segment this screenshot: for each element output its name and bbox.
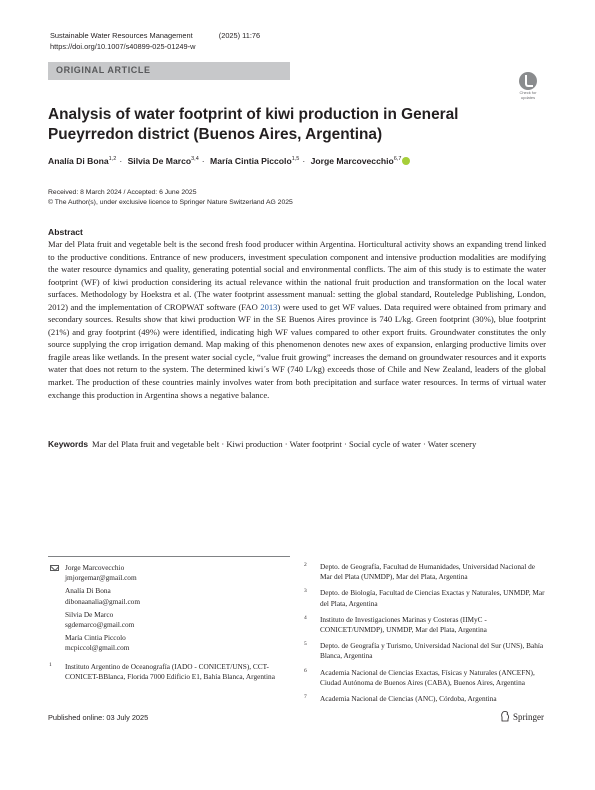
check-for-updates-badge[interactable] — [513, 72, 543, 102]
check-updates-line1: Check for — [519, 90, 537, 95]
abstract-body — [48, 238, 546, 401]
copyright-line: © The Author(s), under exclusive licence to Springer Nature Switzerland AG 2025 — [48, 199, 293, 206]
article-title: Analysis of water footprint of kiwi production in General Pueyrredon district (Buenos Aires, Argentina) — [48, 106, 459, 143]
affiliation-text: Depto. de Geografía, Facultad de Humanidades, Universidad Nacional de Mar del Plata (UNMDP), Mar del Plata, Argentina — [320, 562, 535, 582]
author-name[interactable]: Silvia De Marco — [127, 156, 192, 166]
contact-name: Analía Di Bona — [65, 586, 111, 596]
contact-entry — [48, 586, 293, 606]
article-type-label: ORIGINAL ARTICLE — [56, 65, 151, 75]
abstract-text: Mar del Plata fruit and vegetable belt is the second fresh food producer within Argentina. Horticultural activity shows an expanding trend linked to the productive conditions. Entrance of new producers, investment speculation component and intensive production modalities are modifying the water resource dynamics and quality, generating potential social and environmental conflicts. The aim of this study is to estimate the water footprint (WF) of kiwi production considering its actual relevance within the national fruit production and transformation on the local water surfaces. Methodology by Hoekstra et al. (The water footprint assessment manual: setting the global standard, Routeledge Publishing, London, 2012) and the implementation of CROPWAT software (FAO — [48, 239, 546, 312]
contact-email[interactable]: mcpiccol@gmail.com — [65, 643, 130, 653]
affiliation-item — [303, 588, 548, 608]
citation-link[interactable]: 2013 — [260, 301, 278, 312]
keywords-label: Keywords — [48, 439, 89, 449]
affiliation-item — [303, 641, 548, 661]
contact-entry — [48, 633, 293, 653]
published-date: Published online: 03 July 2025 — [48, 713, 149, 722]
author-list: Analía Di Bona$^{1,2}$ · Silvia De Marco$^{3,4}$ · María Cintia Piccolo$^{1,5}$ · Jorge Marcovecchio$^{6,7}$ — [48, 156, 410, 166]
contact-email[interactable]: dibonaanalia@gmail.com — [65, 596, 141, 606]
contact-name: Silvia De Marco — [65, 609, 114, 619]
affiliation-text: Academia Nacional de Ciencias Exactas, Físicas y Naturales (ANCEFN), Ciudad Autónoma de Buenos Aires (CABA), Buenos Aires, Argentina — [320, 667, 535, 687]
affiliation-text: Depto. de Geografía y Turismo, Universidad Nacional del Sur (UNS), Bahía Blanca, Argentina — [320, 641, 544, 661]
contact-email[interactable]: jmjorgemar@gmail.com — [65, 573, 137, 583]
author-name[interactable]: María Cintia Piccolo — [210, 156, 292, 166]
author-aff: 1,5 — [291, 156, 300, 162]
affiliation-item — [48, 662, 293, 682]
author-aff: 6,7 — [393, 156, 402, 162]
author-aff: 3,4 — [191, 156, 199, 162]
article-type-band — [48, 62, 290, 80]
affiliation-item — [303, 562, 548, 582]
affiliation-text: Instituto Argentino de Oceanografía (IADO - CONICET/UNS), CCT- CONICET-BBlanca, Florida 7000 Edificio E1, Bahía Blanca, Argentina — [65, 661, 275, 681]
affiliation-item — [303, 668, 548, 688]
issue-info: (2025) 11:76 — [218, 31, 261, 40]
affiliation-text: Depto. de Biología, Facultad de Ciencias Exactas y Naturales, UNMDP, Mar del Plata, Argentina — [320, 588, 545, 608]
check-updates-icon — [519, 72, 537, 90]
envelope-icon — [50, 565, 59, 571]
journal-name: Sustainable Water Resources Management — [50, 31, 193, 40]
author-name[interactable]: Jorge Marcovecchio — [310, 156, 394, 166]
received-accepted: Received: 8 March 2024 / Accepted: 6 June 2025 — [48, 189, 197, 196]
author-name[interactable]: Analía Di Bona — [48, 156, 109, 166]
affiliation-text: Academia Nacional de Ciencias (ANC), Córdoba, Argentina — [320, 694, 497, 704]
affiliation-number: 4 — [304, 614, 307, 621]
contact-entry — [48, 563, 293, 583]
affiliation-text: Instituto de Investigaciones Marinas y Costeras (IIMyC - CONICET/UNMDP), UNMDP, Mar del Plata, Argentina — [320, 614, 487, 635]
article-dates — [48, 188, 293, 208]
affiliation-number: 2 — [304, 562, 307, 568]
affiliation-number: 3 — [304, 588, 307, 595]
affiliation-number: 7 — [304, 694, 307, 701]
affiliation-number: 6 — [304, 667, 307, 674]
author-aff: 1,2 — [108, 156, 117, 162]
affiliation-item — [303, 615, 548, 635]
contact-name: Jorge Marcovecchio — [65, 563, 125, 572]
keywords-text: Mar del Plata fruit and vegetable belt · Kiwi production · Water footprint · Social cycle of water · Water scenery — [92, 439, 477, 449]
running-header — [50, 31, 260, 52]
check-updates-line2: updates — [520, 94, 536, 100]
affiliation-list — [303, 562, 548, 710]
springer-horse-icon — [500, 711, 510, 722]
contact-email[interactable]: sgdemarco@gmail.com — [65, 620, 135, 630]
publisher-name: Springer — [513, 711, 544, 722]
orcid-icon[interactable] — [402, 157, 410, 165]
abstract-text: ) were used to get WF values. Data required were obtained from primary and secondary sources. Results show that kiwi production WF in the SE Buenos Aires province is 740 L/kg. Green footprint (30%), blue footprint (21%) and gray footprint (49%) were identified, indicating high WF values compared to other export fruits. Groundwater constitutes the only source supplying the crop irrigation demand. Map making of this phenomenon denotes new axes of expansion, enlarging productive limits over fragile areas like wetlands. In the present water social cycle, “value fruit growing” increases the demand on groundwater resources and it exports water that does not return to the system. The determined kiwi´s WF (740 L/kg) exceeds those of Chile and New Zealand, leaders of the global market. The production of these countries mainly involves water from both precipitation and surface water resources. In terms of virtual water exchange this production in Argentina shows a negative balance. — [48, 301, 546, 400]
contact-name: María Cintia Piccolo — [65, 633, 126, 643]
doi-link[interactable]: https://doi.org/10.1007/s40899-025-01249-w — [50, 41, 196, 51]
correspondence-block — [48, 563, 293, 687]
footnote-divider — [48, 556, 290, 557]
keywords — [48, 438, 546, 451]
contact-entry — [48, 610, 293, 630]
affiliation-number: 5 — [304, 641, 307, 648]
publisher-logo[interactable] — [500, 711, 544, 722]
abstract-heading: Abstract — [48, 227, 83, 237]
affiliation-number: 1 — [49, 661, 52, 668]
affiliation-item — [303, 694, 548, 704]
